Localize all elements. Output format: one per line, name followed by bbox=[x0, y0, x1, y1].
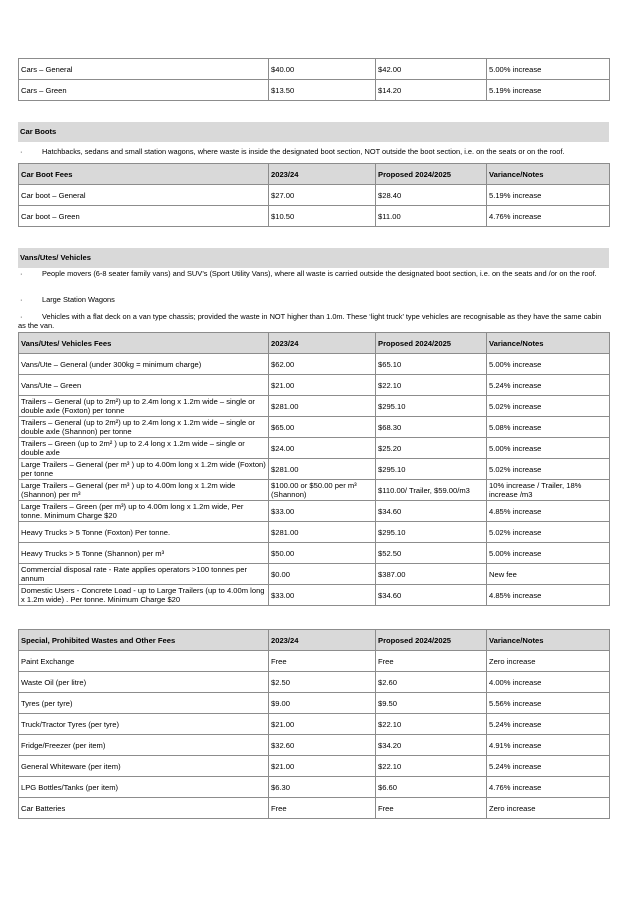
table-row bbox=[19, 375, 610, 396]
table-cell: Heavy Trucks > 5 Tonne (Shannon) per m³ bbox=[19, 543, 269, 564]
table-row bbox=[19, 396, 610, 417]
table-cell: 5.02% increase bbox=[487, 459, 610, 480]
table-cell: General Whiteware (per item) bbox=[19, 756, 269, 777]
column-header: Proposed 2024/2025 bbox=[376, 164, 487, 185]
table-cell: $28.40 bbox=[376, 185, 487, 206]
table-cell: 5.00% increase bbox=[487, 59, 610, 80]
table-row bbox=[19, 714, 610, 735]
table-cell: $0.00 bbox=[269, 564, 376, 585]
table-cell: $2.60 bbox=[376, 672, 487, 693]
table-cell: Car Batteries bbox=[19, 798, 269, 819]
table-cell: $9.50 bbox=[376, 693, 487, 714]
table-cell: 4.76% increase bbox=[487, 777, 610, 798]
table-cell: $281.00 bbox=[269, 522, 376, 543]
column-header: Vans/Utes/ Vehicles Fees bbox=[19, 333, 269, 354]
table-cell: New fee bbox=[487, 564, 610, 585]
table-header-row bbox=[19, 164, 610, 185]
table-cell: $22.10 bbox=[376, 714, 487, 735]
table-row bbox=[19, 585, 610, 606]
table-cell: $34.60 bbox=[376, 501, 487, 522]
table-cell: Free bbox=[376, 651, 487, 672]
table-cell: Car boot – General bbox=[19, 185, 269, 206]
bullet-text: Vehicles with a flat deck on a van type chassis; provided the waste in NOT higher than 1.0m. These ‘light truck’ type vehicles are recognisable as they have the same cabin as the van. bbox=[18, 312, 602, 330]
table-cell: 5.00% increase bbox=[487, 438, 610, 459]
table-cell: $110.00/ Trailer, $59.00/m3 bbox=[376, 480, 487, 501]
car-boot-fees-table bbox=[18, 163, 610, 227]
table-cell: $281.00 bbox=[269, 396, 376, 417]
table-cell: $6.30 bbox=[269, 777, 376, 798]
column-header: Variance/Notes bbox=[487, 333, 610, 354]
table-cell: $33.00 bbox=[269, 501, 376, 522]
table-cell: $65.00 bbox=[269, 417, 376, 438]
table-cell: $52.50 bbox=[376, 543, 487, 564]
table-cell: $32.60 bbox=[269, 735, 376, 756]
table-header-row bbox=[19, 333, 610, 354]
table-cell: 5.02% increase bbox=[487, 522, 610, 543]
table-cell: Vans/Ute – Green bbox=[19, 375, 269, 396]
table-cell: Domestic Users - Concrete Load - up to Large Trailers (up to 4.00m long x 1.2m wide) . Per tonne. Minimum Charge $20 bbox=[19, 585, 269, 606]
table-cell: $21.00 bbox=[269, 375, 376, 396]
table-cell: $34.60 bbox=[376, 585, 487, 606]
table-row bbox=[19, 543, 610, 564]
table-cell: Car boot – Green bbox=[19, 206, 269, 227]
table-row bbox=[19, 735, 610, 756]
table-cell: 5.24% increase bbox=[487, 714, 610, 735]
car-boots-note bbox=[18, 148, 609, 157]
table-cell: $6.60 bbox=[376, 777, 487, 798]
table-cell: 5.00% increase bbox=[487, 354, 610, 375]
table-cell: 4.85% increase bbox=[487, 585, 610, 606]
table-cell: 5.24% increase bbox=[487, 756, 610, 777]
table-cell: Free bbox=[269, 798, 376, 819]
table-row bbox=[19, 564, 610, 585]
vans-heading: Vans/Utes/ Vehicles bbox=[18, 248, 609, 268]
table-cell: $13.50 bbox=[269, 80, 376, 101]
table-cell: $10.50 bbox=[269, 206, 376, 227]
bullet-mark: · bbox=[20, 312, 23, 321]
table-cell: $22.10 bbox=[376, 756, 487, 777]
table-cell: Large Trailers – General (per m³ ) up to 4.00m long x 1.2m wide (Foxton) per tonne bbox=[19, 459, 269, 480]
table-cell: $65.10 bbox=[376, 354, 487, 375]
table-cell: Truck/Tractor Tyres (per tyre) bbox=[19, 714, 269, 735]
table-cell: $68.30 bbox=[376, 417, 487, 438]
bullet-mark: · bbox=[20, 295, 23, 304]
table-cell: $62.00 bbox=[269, 354, 376, 375]
car-boots-heading: Car Boots bbox=[18, 122, 609, 142]
column-header: 2023/24 bbox=[269, 164, 376, 185]
table-cell: Cars – Green bbox=[19, 80, 269, 101]
table-cell: Heavy Trucks > 5 Tonne (Foxton) Per tonne. bbox=[19, 522, 269, 543]
table-cell: $25.20 bbox=[376, 438, 487, 459]
column-header: 2023/24 bbox=[269, 333, 376, 354]
table-row bbox=[19, 798, 610, 819]
table-cell: $295.10 bbox=[376, 459, 487, 480]
table-row bbox=[19, 777, 610, 798]
vans-note-2 bbox=[18, 296, 609, 305]
table-row bbox=[19, 185, 610, 206]
table-row bbox=[19, 756, 610, 777]
table-cell: $9.00 bbox=[269, 693, 376, 714]
table-row bbox=[19, 206, 610, 227]
table-cell: Vans/Ute – General (under 300kg = minimum charge) bbox=[19, 354, 269, 375]
table-cell: $387.00 bbox=[376, 564, 487, 585]
table-cell: $11.00 bbox=[376, 206, 487, 227]
table-cell: Fridge/Freezer (per item) bbox=[19, 735, 269, 756]
table-cell: $42.00 bbox=[376, 59, 487, 80]
table-row bbox=[19, 59, 610, 80]
table-cell: $34.20 bbox=[376, 735, 487, 756]
table-row bbox=[19, 417, 610, 438]
table-row bbox=[19, 480, 610, 501]
column-header: 2023/24 bbox=[269, 630, 376, 651]
table-cell: Tyres (per tyre) bbox=[19, 693, 269, 714]
table-cell: Large Trailers – General (per m³ ) up to 4.00m long x 1.2m wide (Shannon) per m³ bbox=[19, 480, 269, 501]
table-cell: $295.10 bbox=[376, 396, 487, 417]
table-cell: Trailers – Green (up to 2m² ) up to 2.4 long x 1.2m wide – single or double axle bbox=[19, 438, 269, 459]
column-header: Car Boot Fees bbox=[19, 164, 269, 185]
table-cell: 4.85% increase bbox=[487, 501, 610, 522]
table-cell: $100.00 or $50.00 per m³ (Shannon) bbox=[269, 480, 376, 501]
table-cell: Large Trailers – Green (per m³) up to 4.00m long x 1.2m wide, Per tonne. Minimum Charge $20 bbox=[19, 501, 269, 522]
column-header: Proposed 2024/2025 bbox=[376, 333, 487, 354]
table-cell: $50.00 bbox=[269, 543, 376, 564]
table-header-row bbox=[19, 630, 610, 651]
table-row bbox=[19, 501, 610, 522]
table-cell: $14.20 bbox=[376, 80, 487, 101]
column-header: Special, Prohibited Wastes and Other Fees bbox=[19, 630, 269, 651]
cars-fees-table bbox=[18, 58, 610, 101]
table-cell: $27.00 bbox=[269, 185, 376, 206]
bullet-text: People movers (6-8 seater family vans) and SUV’s (Sport Utility Vans), where all waste is carried outside the designated boot section, i.e. on the seats and /or on the roof. bbox=[42, 269, 597, 278]
vans-fees-table bbox=[18, 332, 610, 606]
table-cell: 5.24% increase bbox=[487, 375, 610, 396]
table-cell: Free bbox=[376, 798, 487, 819]
bullet-text: Hatchbacks, sedans and small station wagons, where waste is inside the designated boot section, NOT outside the boot section, i.e. on the seats or on the roof. bbox=[42, 147, 565, 156]
table-cell: $2.50 bbox=[269, 672, 376, 693]
table-row bbox=[19, 459, 610, 480]
table-cell: 10% increase / Trailer, 18% increase /m3 bbox=[487, 480, 610, 501]
table-cell: Trailers – General (up to 2m²) up to 2.4m long x 1.2m wide – single or double axle (Shannon) per tonne bbox=[19, 417, 269, 438]
table-cell: Free bbox=[269, 651, 376, 672]
table-cell: LPG Bottles/Tanks (per item) bbox=[19, 777, 269, 798]
table-cell: Zero increase bbox=[487, 651, 610, 672]
vans-note-3 bbox=[18, 313, 609, 330]
bullet-text: Large Station Wagons bbox=[42, 295, 115, 304]
table-cell: $33.00 bbox=[269, 585, 376, 606]
table-row bbox=[19, 438, 610, 459]
table-row bbox=[19, 354, 610, 375]
table-cell: 5.19% increase bbox=[487, 185, 610, 206]
table-cell: 5.00% increase bbox=[487, 543, 610, 564]
table-cell: 5.02% increase bbox=[487, 396, 610, 417]
column-header: Variance/Notes bbox=[487, 164, 610, 185]
table-cell: Waste Oil (per litre) bbox=[19, 672, 269, 693]
table-cell: $40.00 bbox=[269, 59, 376, 80]
table-cell: 4.91% increase bbox=[487, 735, 610, 756]
table-cell: Paint Exchange bbox=[19, 651, 269, 672]
column-header: Proposed 2024/2025 bbox=[376, 630, 487, 651]
vans-note-1 bbox=[18, 270, 609, 279]
bullet-mark: · bbox=[20, 269, 23, 278]
table-row bbox=[19, 80, 610, 101]
table-cell: $22.10 bbox=[376, 375, 487, 396]
table-cell: $21.00 bbox=[269, 756, 376, 777]
table-cell: 5.56% increase bbox=[487, 693, 610, 714]
table-cell: 5.19% increase bbox=[487, 80, 610, 101]
table-cell: Commercial disposal rate - Rate applies operators >100 tonnes per annum bbox=[19, 564, 269, 585]
table-row bbox=[19, 672, 610, 693]
table-cell: Zero increase bbox=[487, 798, 610, 819]
table-cell: $21.00 bbox=[269, 714, 376, 735]
table-cell: Cars – General bbox=[19, 59, 269, 80]
special-wastes-table bbox=[18, 629, 610, 819]
table-cell: $295.10 bbox=[376, 522, 487, 543]
table-cell: 4.00% increase bbox=[487, 672, 610, 693]
table-cell: $281.00 bbox=[269, 459, 376, 480]
table-cell: 5.08% increase bbox=[487, 417, 610, 438]
table-row bbox=[19, 522, 610, 543]
table-cell: 4.76% increase bbox=[487, 206, 610, 227]
table-row bbox=[19, 693, 610, 714]
table-row bbox=[19, 651, 610, 672]
table-cell: $24.00 bbox=[269, 438, 376, 459]
bullet-mark: · bbox=[20, 147, 23, 156]
table-cell: Trailers – General (up to 2m²) up to 2.4m long x 1.2m wide – single or double axle (Foxton) per tonne bbox=[19, 396, 269, 417]
column-header: Variance/Notes bbox=[487, 630, 610, 651]
